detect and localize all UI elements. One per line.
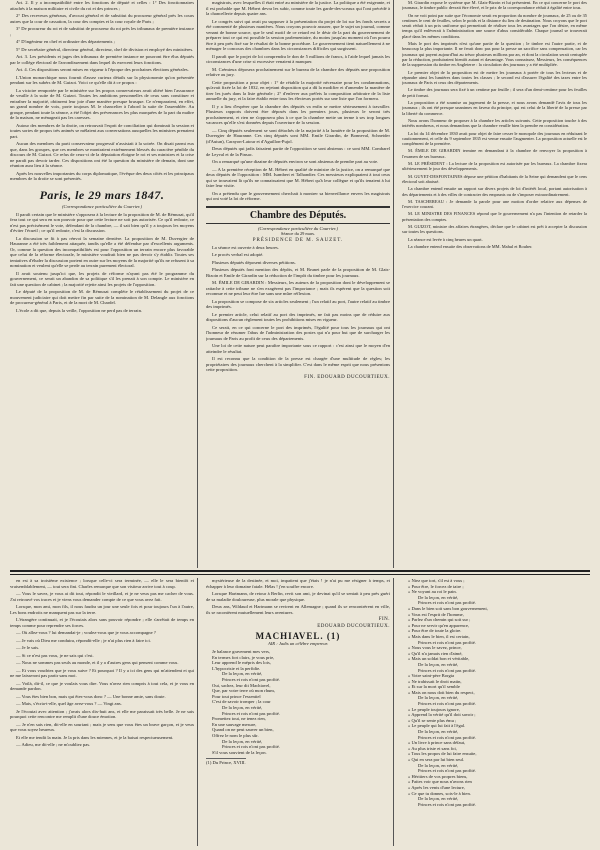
feuilleton-divider	[10, 570, 590, 575]
poem-line: « Vous est l'esprit de l'homme,	[408, 611, 464, 617]
column-1	[10, 0, 198, 568]
poem-line: Princes et rois n'ont pas profité.	[418, 600, 476, 606]
poem-line: « Dans le bien soit sans bon gouvernement,	[408, 605, 488, 611]
dateline-source: (Correspondance particulière du Courrier.)	[61, 203, 143, 209]
poem-line: L'hypocrisie et la perfidie.	[212, 665, 261, 671]
column-1-bottom-text	[10, 212, 194, 314]
paragraph: — Où allez-vous ? lui demandai-je ; voulez-vous que je vous accompagne ?	[16, 630, 156, 635]
poem-line: De la leçon, en vérité,	[222, 704, 263, 710]
paragraph: La séance est levée à cinq heures un quart.	[408, 236, 483, 242]
paragraph: — A la première réception de M. Hébert en qualité de ministre de la justice, on a remarqué que deux députés de l'opposition : MM. Isambert et Talhandier. Ces messieurs expliquaient à tout ceux qui se trouvaient là qu'ils ne connaissaient que M. Hébert qu'à leur collègue et qu'ils tenaient à lui faire leur visite.	[206, 166, 390, 188]
poem-line: S'il vous souvient de la leçon.	[212, 749, 267, 755]
paragraph: 3° De procureur du roi et de substitut de procureur du roi près les tribunaux de première instance ;	[10, 26, 194, 37]
paragraph: mystérieuse de la destinée, et moi, impatient que j'étais ! je n'ai pu me résigner à temps, et échapper à leur domaine fatale. Hélas ! j'en souffre encore.	[206, 578, 390, 589]
paragraph: L'école a dit que, depuis la veille, l'opposition ne perd pas de terrain.	[16, 307, 143, 313]
poem-line: De la leçon, en vérité,	[418, 594, 459, 600]
paragraph: M. GUIZOT, ministre des affaires étrangères, déclare que le cabinet est prêt à accepter la discussion sur toutes les questions.	[402, 223, 587, 235]
paragraph: Deux députés qui jadis faisaient partie de l'opposition se sont abstenus : ce sont MM. Combarel de Leyval et de la Pinsac.	[206, 146, 390, 157]
paragraph: magistrats, avec lesquelles il était entré au ministère de la justice. La politique a été exigeante, et il est probable que M. Hébert devra les subir, comme toute les garde-des-sceaux qui l'ont précédé à la chancellerie depuis quatre ans.	[206, 0, 390, 16]
poem-line: « Et sur la mort qu'il semble	[408, 684, 460, 690]
paragraph: Cette proposition a pour objet : 1° de rétablir la majorité nécessaire pour les condamnations, qu'avait fixée la loi de 1832, en rejetant disposition qui a dû la modifier et d'amender la manière de tirer les jurés dans la liste générale ; 2° d'enlever aux préfets la composition arbitraire de la liste annuelle du jury, et la faire établir entre tous les électeurs portés sur une liste que l'on formera.	[206, 79, 390, 101]
poem-line: « Mais un soldat bon et véritable,	[408, 656, 470, 662]
poem-line: « Ce que tu donnes, sois-le à bien.	[408, 790, 471, 796]
poem-line: « Tous les propos de lui faire ensuite,	[408, 751, 477, 757]
section-source: (Correspondance particulière du Courrier.)	[257, 225, 339, 231]
poem-line: Oui, sachez, leur dit Machiavel,	[212, 682, 271, 688]
paragraph: — Je vais où Dieu me conduira, répondit-elle ; je n'ai plus rien à faire ici.	[16, 637, 151, 643]
paragraph: — Je le sais.	[16, 645, 40, 650]
poem-line: De la leçon, en vérité,	[222, 738, 263, 744]
paragraph: La chambre entend ensuite des observations de MM. Mahul et Rouher.	[408, 243, 533, 249]
chambre-report-text	[206, 245, 390, 373]
poem-line: « Pour ne servir qu'en apparence,	[408, 622, 470, 628]
poem-line: Je balance gravement mes vers,	[212, 649, 271, 654]
paragraph: Le congrès suivi qui avait pu supposer à la présentation du projet de loi sur les fonds secrets a été commenté de plusieurs manières. Nous croyons pouvoir assurer, que le sujet un journal, comme venant de bonne source, que le seul motif de ce retard est le désir de la part du gouvernement de préparer tout ce qui est possible la session parlementaire, du moins jusqu'au moment où l'on pourra être à peu près fixé sur le résultat de la bonne procédure. Le gouvernement tient naturellement à ne ménager le concours des chambres dans les circonstances difficiles qui surgissent.	[206, 18, 390, 51]
paragraph: Le premier article, celui relatif au port des imprimés, ne fait pas moins que de réduire aux dispositions d'aucun règlement toutes les prohibitions mises en vigueur.	[206, 311, 390, 322]
paragraph: M. Crémieux déposera prochainement sur le bureau de la chambre des députés une proposition relative au jury.	[206, 66, 390, 77]
paragraph: Après les nouvelles importantes du corps diplomatique, l'évêque des deux côtés et les principaux membres de la droite se sont présentés.	[10, 170, 194, 181]
paragraph: La proposition a été soumise au jugement de la presse, et nous avons demandé l'avis de tous les journaux ; ils ont été presque unanimes en faveur du principe, qui est celui de la liberté de la presse par la liberté du commerce.	[402, 100, 587, 116]
column-2	[206, 0, 394, 568]
poem-line: Pour tout prince l'essentiel	[212, 693, 261, 699]
paragraph: Et elle me tendit la main. Je la pris dans les miennes, et je la baisai respectueusement.	[16, 734, 174, 740]
poem-line: « Ne trahissait le droit matin,	[408, 678, 462, 684]
paragraph: Le député de la proposition de M. de Rémusat complète le rétablissement du projet de ce mouvement judiciaire qui doit mettre fin par suite de la nomination de M. Delangle aux fonctions de procureur-général à Paris, et de la mort de M. Chardel.	[10, 289, 194, 305]
paragraph: Le timbre des journaux sera fixé à un centime par feuille ; il sera d'un demi-centime pour les feuilles de petit format.	[402, 87, 587, 98]
poem-line: Princes et rois n'ont pas profité.	[418, 768, 476, 774]
paragraph: Plusieurs députés déposent diverses pétitions.	[212, 259, 296, 265]
paragraph: Il est reconnu que la condition de la presse est chargée d'une multitude de règles; les propriétaires des journaux cherchent à la simplifier. C'est dans le même esprit que nous présentons cette proposition.	[206, 356, 390, 372]
poem-stanzas-b	[402, 578, 587, 807]
poem-line: De la leçon, en vérité,	[418, 729, 459, 735]
paragraph: On a remarqué qu'une dizaine de députés environ se sont abstenus de prendre part au vote.	[212, 159, 379, 164]
poem-line: Princes et rois n'ont pas profité.	[418, 734, 476, 740]
paragraph: 2° Des receveurs généraux, d'avocat général et de substitut du procureur général près les cours autres que la cour de cassation, la cour des comptes et la cour royale de Paris ;	[10, 13, 194, 24]
section-title-chambre: Chambre des Députés.	[206, 206, 390, 224]
paragraph: M. ÉMILE DE GIRARDIN : Messieurs, les auteurs de la proposition dont le développement se rattache à cette tribune ne s'en exagèrent pas l'importance ; mais ils espèrent que la question soit reconnue et ne peut leur être lue sans une mûre réflexion.	[206, 280, 390, 296]
paragraph: Aucun des membres du parti conservateur progressif n'assistait à la soirée. On disait parmi eux que, dans les groupes, que ces membres se montraient extrêmement blessés du caractère pénible du discours de M. Guizot. Ce refus de ceux-ci de la députation éloigne le roi et ses ministres et la crise ne paraît pas devoir tarder. Ces dispositions ont été la question du ministère de demain, dont une réunion aura lieu à la séance.	[10, 141, 194, 168]
poem-line: « Niez que tort, s'il est à vous ;	[408, 578, 465, 583]
paragraph: On ne voit point par suite que l'économie serait en proportion du nombre de journaux, de 25 ou de 35 centimes le cent de feuilles, selon le poids et la distance du lieu de destination. Nous croyons que le port serait réduit à un prix uniforme qui permettrait de réaliser tous les avantages que l'on désire, en même temps qu'il enlèverait à l'administration une source d'abus considérable. Chaque journal se trouverait placé dans les mêmes conditions.	[402, 12, 587, 39]
poem-line: Quand on ne peut sauver un bien,	[212, 727, 274, 733]
poem-line: Leur apprend le mépris des lois,	[212, 660, 271, 666]
column-2-top-text	[206, 0, 390, 202]
paragraph: Le premier objet de la proposition est de mettre les journaux à portée de tous les lecteurs et de répandre ainsi les lumières dans toutes les classes ; le second est d'assurer l'égalité des taxes entre les journaux de Paris et ceux des départements.	[402, 69, 587, 86]
paragraph: Deux ans, Wildaud et Hartmann se revirent en Allemagne ; quand ils se rencontrèrent en ville, ils se racontèrent mutuellement leurs aventures.	[206, 604, 390, 615]
poem-line: En une sauvage mesure,	[212, 721, 257, 727]
paragraph: M. LE PRÉSIDENT : La lecture de la proposition est autorisée par les bureaux. La chambre fixera ultérieurement le jour des développements.	[402, 161, 587, 172]
paragraph: L'Union monarchique nous fournit d'assez curieux détails sur la physionomie qu'on présentée pendant sur les subérs de M. Guizot. Voici ce qu'elle dit à ce propos :	[10, 74, 194, 85]
paragraph: en est à sa troisième existence ; lorsque celle-ci sera terminée, — elle le sera bientôt et vraisemblablement, — tout sera fini. Charles remarque que son visiteur arrive tout à coup.	[10, 578, 194, 589]
poem-line: Promettez tout, ne tenez rien,	[212, 716, 266, 722]
paragraph: — Si ce n'est pas vous, je ne sais qui c'est.	[16, 652, 94, 658]
paragraph: Il paraît que le projet de loi comprendra le don de 5 millions de francs, à l'aide lequel jamais les circonstances d'une crise si excessive venaient à manquer.	[206, 53, 390, 64]
paragraph: La victoire remportée par le ministère sur les propos conservateurs avait altéré bien l'assurance de veuille à la suite de M. Guizot. Toutes les ambitions personnelles de ceux sans constituer et entraîner la majorité, obtinrent leur joie d'une manière presque brusque. Ce n'emparaient, en effet, un grand nombre de voix, porte toujours M. le chancelier à l'abord la suite de l'assemblée. Au groupe, pendant toute la séance, a été l'objet des prévenances les plus marquées de la part du maître de la maison, ne ménageait pas les caresses.	[10, 87, 194, 120]
poem-line: « Qui en sera par lui bien seul.	[408, 757, 465, 762]
poem-line: « Héritiers de vos propres biens,	[408, 773, 468, 779]
paragraph: Mais le port des imprimés n'est qu'une partie de la question ; le timbre est l'autre partie, et de beaucoup la plus importante. Il ne ferait donc pas pour la presse un sacrifice sans compensation, car les journaux qui payent aujourd'hui au trésor plusieurs millions par an, et dont la circulation serait centuplée par la réduction, produiraient bientôt autant et davantage. Vous connaissez, Messieurs, les conséquences de la suppression du timbre en Angleterre : la circulation des journaux y a été multipliée.	[402, 41, 587, 68]
poem-title: MACHIAVEL. (1)	[255, 631, 341, 641]
poem-air: AIR : Jadis un célèbre empereur.	[267, 641, 329, 646]
poem-line: « Pour être de toute la gloire.	[408, 628, 462, 634]
paragraph: Lorsque, mon ami, mon fils, il nous faudra un jour une seule fois et pour toujours l'un à l'autre, Les bons endroits ne manquent pas sur la terre.	[10, 604, 194, 615]
feuilleton-column-3	[402, 578, 590, 846]
poem-line: « Un livre à prince sans défaut,	[408, 740, 466, 746]
poem-line: De la leçon, en vérité,	[222, 671, 263, 677]
paragraph: — Adieu, me dit-elle ; ne m'oubliez pas.	[16, 742, 91, 747]
paragraph: Il avait soutenu jusqu'ici que, les projets de réforme n'ayant pas été le programme du gouvernement, ce serait un abandon de sa politique s'il les prenait à son compte. Le ministère en fait une question de cabinet ; la majorité rejette ainsi les projets de l'opposition.	[10, 270, 194, 287]
poem-line: « Nous vous le savez, prince,	[408, 645, 462, 651]
poem-line: Princes et rois n'ont pas profité.	[418, 667, 476, 673]
signature-fin: FIN. EDOUARD DUCOURTIEUX.	[304, 374, 390, 380]
poem-line: « Le peuple qui lui fait à l'égal.	[408, 723, 466, 729]
paragraph: M. ÉMILE DE GIRARDIN termine en demandant à la chambre de renvoyer la proposition à l'examen de ses bureaux.	[402, 148, 587, 159]
poem-line: « Qu'il n'a jamais rien d'aimé,	[408, 650, 463, 656]
footnote: (1) Du Prince, XVIII.	[206, 760, 246, 766]
paragraph: M. LE MINISTRE DES FINANCES répond que le gouvernement n'a pas l'intention de retarder la présentation des comptes.	[402, 211, 587, 222]
paragraph: — Je n'en sais rien, dit-elle en souriant ; mais je sens que vous êtes un brave garçon, et je veux que vous soyez heureux.	[10, 721, 194, 732]
paragraph: L'étrangère continuait, et je l'écoutais alors sans pouvoir répondre ; elle s'arrêtait de temps en temps comme pour reprendre ses forces.	[10, 617, 194, 628]
paragraph: M. Girardin expose le système que M. Glais-Bizoin et lui présentent. En ce qui concerne le port des journaux, le timbre public devrait être élevé, et le prix de la correspondance réduit à égalité entre tous.	[402, 0, 587, 11]
paragraph: Ce serait, en ce qui concerne le port des imprimés, l'égalité pour tous les journaux qui ont l'honneur de résumer l'abus de l'administration des postes qui n'a pour but que de surcharger les journaux de Paris au profit de ceux des départements.	[206, 324, 390, 341]
paragraph: 4° D'ingénieur en chef et ordinaire des départements ;	[16, 39, 115, 44]
poem-line: Princes et rois n'ont pas profité.	[222, 710, 280, 716]
poem-line: De la leçon, en vérité,	[418, 762, 459, 768]
feuilleton-column-1	[10, 578, 198, 846]
paragraph: La loi du 14 décembre 1830 avait pour objet de faire cesser le monopole des journaux en réduisant le cautionnement, et celle du 9 septembre 1835 est venue ensuite l'augmenter. La proposition actuelle est le complément de la première.	[402, 130, 587, 147]
paragraph: Une loi de cette nature peut paraître importante sous ce rapport : c'est ainsi que le moyen d'en atteindre le résultat.	[206, 343, 390, 354]
poem-line: « Votre saint-père Borgia	[408, 673, 455, 679]
poem-line: « Pour être, le forcez de taire ;	[408, 583, 464, 589]
presidency-line: PRÉSIDENCE DE M. SAUZET.	[252, 237, 344, 243]
paragraph: Il paraît certain que le ministère s'opposera à la lecture de la proposition de M. de Rémusat, qu'il fera tout ce qui sera en son pouvoir pour que cette lecture ne soit pas autorisée. Ce qu'il redoute, ce n'est pas précisément le vote, défendant de la chambre, — il sait bien qu'il y a toujours les moyens d'éviter l'écueil ; ce qu'il redoute, c'est la discussion.	[10, 211, 194, 233]
paragraph: Art. 3. Les présidents et juges des tribunaux de première instance ne pourront être élus députés par le collège électoral de l'arrondissement dans lequel ils exercent leurs fonctions.	[10, 54, 194, 65]
poem-line: Princes et rois n'ont pas profité.	[222, 676, 280, 682]
poem-line: « Le peuple toujours ignore,	[408, 706, 460, 712]
paragraph: On a prétendu que le gouvernement cherchait à montrer sa bienveillance envers les magistrats qui ont voté la loi de réforme.	[206, 190, 390, 201]
poem-line: Princes et rois n'ont pas profité.	[418, 639, 476, 645]
poem-line: Princes et rois n'ont pas profité.	[418, 801, 476, 807]
paragraph: Je l'écoutai avec attention ; j'avais alors dix-huit ans, et elle me paraissait très belle. Je ne sais pourquoi cette rencontre me remplit d'une douce émotion.	[10, 708, 194, 719]
poem-line: C'est de savoir tromper ; la cour	[212, 699, 271, 705]
poem-stanzas-a	[206, 649, 390, 755]
poem-line: En termes fort clairs, je vous prie,	[212, 654, 275, 660]
poem-line: « Parlez d'un chemin qui soit sur ;	[408, 617, 471, 623]
poem-line: De la leçon, en vérité,	[418, 796, 459, 802]
story-author: EDOUARD DUCOURTIEUX.	[317, 624, 390, 629]
poem-line: « Ne voyant au roi le pain.	[408, 589, 457, 595]
upper-columns	[10, 0, 590, 568]
poem-line: Princes et rois n'ont pas profité.	[222, 744, 280, 750]
poem-line: De la leçon, en vérité,	[418, 661, 459, 667]
paragraph: Art. 4. Ces dispositions seront mises en vigueur à l'époque des prochaines élections générales.	[16, 67, 189, 72]
poem-line: De la leçon, en vérité,	[418, 695, 459, 701]
poem-line: « Au plus triste et sans foi,	[408, 745, 457, 751]
story-end: FIN.	[378, 617, 390, 622]
poem-line: « Faites voir que nous n'avons rien	[408, 779, 472, 785]
paragraph: — Et vous voudriez que je vous suive ? Et pourquoi ? Il y a ici des gens qui m'attendent et qui ne me laisseront pas partir sans moi.	[10, 667, 194, 678]
paragraph: Plusieurs députés font mention des dépôts, et M. Brunet parle de la proposition de M. Glais-Bizoin et Emile de Girardin sur la réduction de l'impôt du timbre pour les journaux.	[206, 267, 390, 278]
poem-line: « Après les vents d'une lecture,	[408, 784, 465, 790]
column-1-mid-text	[10, 75, 194, 182]
paragraph: Nous avons l'honneur de proposer à la chambre les articles suivants. Cette proposition touche à des intérêts nombreux, et nous demandons que la chambre veuille bien la prendre en considération.	[402, 117, 587, 129]
paragraph: — Cinq députés seulement se sont détachés de la majorité à la lumière de la proposition de M. Duvergier de Hauranne. Ces cinq députés sont MM. Emile Girardin, de Bonneval, Schneider (d'Autun), Carayon-Latour et d'Aguillon-Pujol.	[206, 127, 390, 144]
paragraph: — Vous le savez, je vous ai dit tout, répondit le vieillard, et je ne veux pas me cacher de vous. J'ai retrouvé vos traces et je viens vous demander compte de ce que vous avez fait.	[10, 591, 194, 602]
poem-line: « Mais on nous doit bien du respect,	[408, 689, 475, 695]
section-date: Séance du 29 mars.	[280, 230, 316, 236]
poem-line: « Qu'il se sente plus ému ;	[408, 717, 457, 723]
paragraph: Il y a lieu d'espérer que la chambre des députés va enfin se mettre sérieusement à travailler. Plusieurs rapports doivent être déposés dans les premiers jours, plusieurs le seront très prochainement, et rien ne s'opposera plus à ce que la chambre mette un terme à ses trop longues vacances qu'elle s'est données depuis l'ouverture de la session.	[206, 103, 390, 125]
paragraph: La proposition se compose de six articles seulement ; l'un relatif au port, l'autre relatif au timbre des imprimés.	[206, 298, 390, 309]
paragraph: La discussion se fit à pas rénvoi la semaine dernière. La proposition de M. Duvergier de Hauranne a été très faiblement attaquée, tandis qu'elle a été défendue par d'excellents arguments. Or, comme la question des incompatibilités est pour l'opposition un terrain encore plus favorable que celui de la réforme électorale, le ministère voudrait bien ne pas devoir s'y établir. Toutes ses tentatives d'éluder la discussion portent en outre sur les moyens de la majorité qu'ils ne refusent à sa nomination et veulent qu'elle se perde au terrain purement électoral.	[10, 235, 194, 268]
paragraph: Le procès verbal est adopté.	[212, 252, 264, 257]
paragraph: Autour des membres de la droite, on retrouvait l'esprit de conciliation qui dominait la session et toutes sortes de propos très animés se mêlaient aux conversations auxquelles les ministres prenaient part.	[10, 122, 194, 139]
paragraph: — Nous ne sommes pas seuls au monde, et il y a d'autres gens qui pensent comme vous.	[16, 660, 179, 665]
paragraph: Art. 2. Il y a incompatibilité entre les fonctions de député et celles : 1° Des fonctionnaires attachés à la maison militaire et civile du roi et des princes ;	[10, 0, 194, 11]
column-3	[402, 0, 590, 568]
paragraph: La séance est ouverte à deux heures.	[212, 244, 279, 250]
paragraph: 5° De secrétaire général, directeur général, directeur, chef de division et employé des ministères.	[16, 46, 194, 52]
poem-line: Que, par votre terre où mon rhum,	[212, 688, 276, 694]
paragraph: M. TASCHEREAU : Je demande la parole pour une motion d'ordre relative aux dépenses de l'exercice courant.	[402, 198, 587, 210]
paragraph: — Voilà, dit-il, ce que je voulais vous dire. Vous n'avez rien compris à tout cela, et je vous en demande pardon.	[10, 680, 194, 691]
paragraph: M. GUYET-DESFONTAINES dépose une pétition d'habitants de la Seine qui demandent que le cens électoral soit abaissé.	[402, 173, 587, 184]
paragraph: Lorsque Hartmann, de retour à Berlin, revit son ami, je devinai qu'il se sentait à peu près guéri de sa maladie douloureuse, plus morale que physique.	[206, 591, 390, 602]
feuilleton-section	[10, 578, 590, 846]
column-1-top-text	[10, 0, 194, 73]
poem-line: « Apprend la vérité qu'il doit savoir ;	[408, 712, 476, 718]
paragraph: — Vous êtes bien bon, mais qui êtes-vous donc ? — Une bonne amie, sans doute.	[16, 693, 166, 699]
paragraph: — Mais, s'écria-t-elle, quel âge avez-vous ? — Vingt ans.	[16, 701, 122, 706]
poem-line: Offrez le nom le plus sûr.	[212, 732, 259, 738]
poem-line: « Mais dans le bien, il est certain,	[408, 633, 470, 639]
dateline-headline: Paris, le 29 mars 1847.	[39, 187, 165, 202]
feuilleton-column-2	[206, 578, 394, 846]
poem-line: Princes et rois n'ont pas profité.	[418, 701, 476, 707]
paragraph: La chambre entend ensuite un rapport sur divers projets de loi d'intérêt local, portant autorisation à des départements et à des villes de contracter des emprunts ou de s'imposer extraordinairement.	[402, 186, 587, 197]
